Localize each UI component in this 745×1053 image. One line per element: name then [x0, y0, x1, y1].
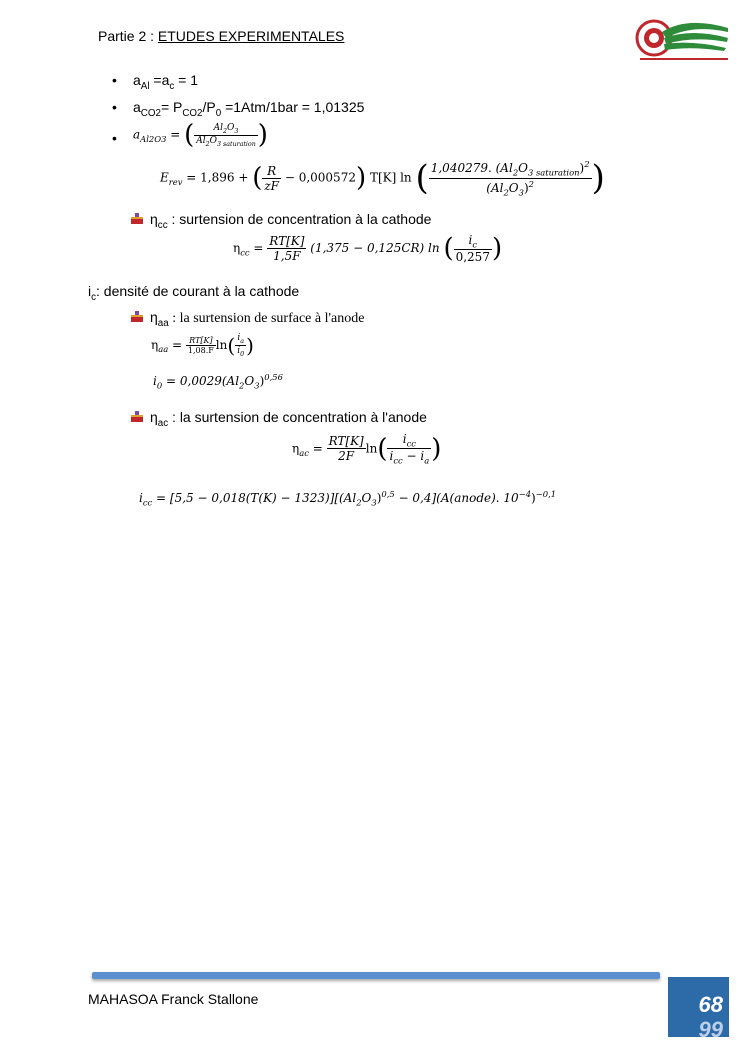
section-cathode-concentration: $\eta_{cc}$ : surtension de concentration à la cathode	[130, 211, 431, 231]
section-anode-concentration: $\eta_{ac}$ : la surtension de concentration à l'anode	[130, 409, 427, 429]
page-header	[98, 28, 344, 44]
section-anode-surface: $\eta_{aa}$ : la surtension de surface à l'anode	[130, 309, 364, 329]
bullet-dot: •	[112, 72, 117, 88]
header-title: ETUDES EXPERIMENTALES	[157, 28, 345, 44]
bullet-activity-al: $a_{Al} =a_c = 1$	[133, 72, 199, 92]
arrow-bullet-icon	[130, 212, 144, 226]
formula-activity-al2o3: $a_{Al2O3}$ = ( $\frac{Al_2O_3}{Al_2O_{3 saturation}}$ )	[133, 120, 268, 150]
formula-eta-ac: $\eta_{ac}$ = $\frac{RT[K]}{2F}$ ln( $\frac{i_{cc}}{i_{cc} - i_a}$ )	[292, 432, 442, 466]
ic-definition: $i_c$: densité de courant à la cathode	[88, 283, 300, 303]
formula-eta-cc: $\eta_{cc}$ = $\frac{RT[K]}{1,5F}$ (1,375 − 0,125CR) ln ( $\frac{i_c}{0,257}$ )	[233, 233, 503, 265]
footer-divider	[92, 972, 660, 979]
formula-erev: $E_{rev} = 1,896$ + ( $\frac{R}{zF}$ − 0,000572) T[K] ln ( $\frac{1,040279. (Al_2O_{3 saturation})^2}{(Al_2O_3)^2}$ )	[160, 158, 605, 198]
formula-icc: $i_{cc} = [5,5 - 0,018(T(K) - 1323)][(Al_2O_3)^{0,5}$ − 0,4](A(anode). $10^{-4})^{-0,1}$	[139, 489, 557, 508]
formula-i0: $i_0 = 0,0029(Al_2O_3)^{0,56}$	[153, 372, 283, 391]
arrow-bullet-icon	[130, 310, 144, 324]
institution-logo	[632, 14, 732, 66]
bullet-dot: •	[112, 99, 117, 115]
page-number: 68	[698, 992, 723, 1017]
page-number-overflow: 99	[698, 1017, 723, 1037]
bullet-activity-co2: $a_{CO2}= P_{CO2}/P_0 =1Atm/1bar = 1,01325$	[133, 99, 365, 119]
formula-eta-aa: $\eta_{aa}$ = $\frac{RT[K]}{1,08.F}$ ln( $\frac{i_a}{i_0}$ )	[151, 333, 254, 358]
header-prefix: Partie 2 :	[98, 28, 158, 44]
bullet-dot: •	[112, 130, 117, 146]
footer-author: MAHASOA Franck Stallone	[88, 991, 259, 1007]
arrow-bullet-icon	[130, 410, 144, 424]
page-number-box	[668, 977, 729, 1037]
